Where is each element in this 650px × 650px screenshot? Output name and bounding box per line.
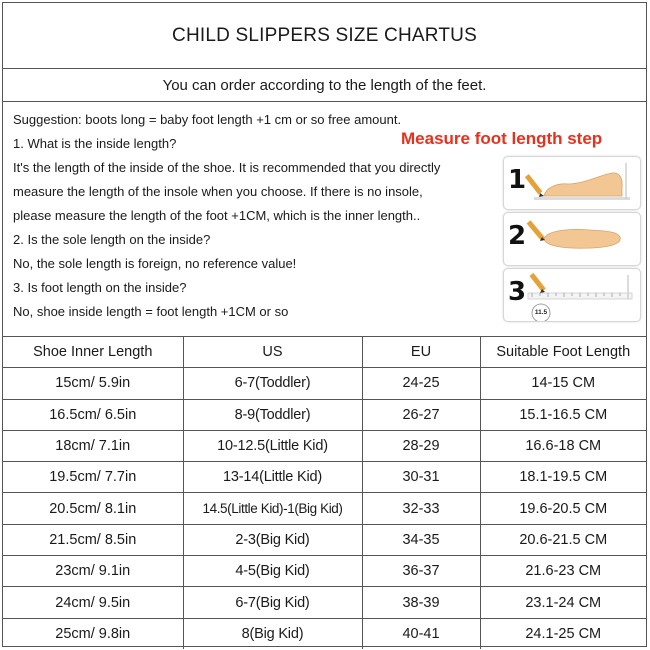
header-shoe-inner-length: Shoe Inner Length xyxy=(3,337,183,368)
table-row xyxy=(3,493,646,524)
size-table xyxy=(3,337,646,649)
cell-eu: 38-39 xyxy=(362,587,480,618)
note-suggestion: Suggestion: boots long = baby foot length +1 cm or so free amount. xyxy=(13,112,402,127)
table-row xyxy=(3,462,646,493)
notes-section xyxy=(3,102,646,337)
cell-inner-length: 18cm/ 7.1in xyxy=(3,430,183,461)
measure-step-3 xyxy=(503,268,641,322)
cell-inner-length: 20.5cm/ 8.1in xyxy=(3,493,183,524)
measure-step-2 xyxy=(503,212,641,266)
note-answer-1c: please measure the length of the foot +1CM, which is the inner length.. xyxy=(13,208,421,223)
cell-eu: 34-35 xyxy=(362,524,480,555)
cell-inner-length: 25cm/ 9.8in xyxy=(3,618,183,649)
step-number: 3 xyxy=(508,277,527,307)
cell-foot-length: 20.6-21.5 CM xyxy=(480,524,646,555)
table-header-row xyxy=(3,337,646,368)
chart-subtitle: You can order according to the length of the feet. xyxy=(3,69,646,102)
table-row xyxy=(3,524,646,555)
note-answer-3: No, shoe inside length = foot length +1CM or so xyxy=(13,304,289,319)
note-question-2: 2. Is the sole length on the inside? xyxy=(13,232,211,247)
cell-foot-length: 23.1-24 CM xyxy=(480,587,646,618)
chart-title: CHILD SLIPPERS SIZE CHARTUS xyxy=(3,3,646,69)
size-chart xyxy=(2,2,647,647)
cell-eu: 24-25 xyxy=(362,368,480,399)
cell-eu: 36-37 xyxy=(362,556,480,587)
cell-foot-length: 18.1-19.5 CM xyxy=(480,462,646,493)
note-answer-1b: measure the length of the insole when you choose. If there is no insole, xyxy=(13,184,423,199)
cell-inner-length: 23cm/ 9.1in xyxy=(3,556,183,587)
cell-us: 4-5(Big Kid) xyxy=(183,556,362,587)
foot-top-icon xyxy=(504,213,640,265)
cell-us: 8-9(Toddler) xyxy=(183,399,362,430)
ruler-icon xyxy=(504,269,640,321)
note-answer-2: No, the sole length is foreign, no reference value! xyxy=(13,256,297,271)
table-row xyxy=(3,618,646,649)
cell-us: 6-7(Toddler) xyxy=(183,368,362,399)
header-foot-length: Suitable Foot Length xyxy=(480,337,646,368)
note-answer-1a: It's the length of the inside of the shoe. It is recommended that you directly xyxy=(13,160,441,175)
table-row xyxy=(3,368,646,399)
note-question-1: 1. What is the inside length? xyxy=(13,136,177,151)
measure-steps-title: Measure foot length step xyxy=(401,129,603,148)
step-number: 2 xyxy=(508,221,527,251)
cell-eu: 26-27 xyxy=(362,399,480,430)
cell-inner-length: 21.5cm/ 8.5in xyxy=(3,524,183,555)
cell-foot-length: 24.1-25 CM xyxy=(480,618,646,649)
cell-foot-length: 21.6-23 CM xyxy=(480,556,646,587)
foot-side-icon xyxy=(504,157,640,209)
cell-eu: 28-29 xyxy=(362,430,480,461)
cell-eu: 32-33 xyxy=(362,493,480,524)
cell-inner-length: 16.5cm/ 6.5in xyxy=(3,399,183,430)
cell-us: 13-14(Little Kid) xyxy=(183,462,362,493)
header-us: US xyxy=(183,337,362,368)
cell-foot-length: 16.6-18 CM xyxy=(480,430,646,461)
cell-inner-length: 15cm/ 5.9in xyxy=(3,368,183,399)
table-row xyxy=(3,556,646,587)
table-row xyxy=(3,399,646,430)
table-row xyxy=(3,430,646,461)
step-number: 1 xyxy=(508,165,527,195)
cell-eu: 30-31 xyxy=(362,462,480,493)
header-eu: EU xyxy=(362,337,480,368)
cell-inner-length: 19.5cm/ 7.7in xyxy=(3,462,183,493)
cell-us: 8(Big Kid) xyxy=(183,618,362,649)
note-question-3: 3. Is foot length on the inside? xyxy=(13,280,187,295)
ruler-reading: 11.5 xyxy=(534,309,548,316)
cell-foot-length: 14-15 CM xyxy=(480,368,646,399)
cell-us: 14.5(Little Kid)-1(Big Kid) xyxy=(183,493,362,524)
cell-us: 6-7(Big Kid) xyxy=(183,587,362,618)
cell-foot-length: 15.1-16.5 CM xyxy=(480,399,646,430)
cell-us: 10-12.5(Little Kid) xyxy=(183,430,362,461)
cell-inner-length: 24cm/ 9.5in xyxy=(3,587,183,618)
cell-foot-length: 19.6-20.5 CM xyxy=(480,493,646,524)
table-row xyxy=(3,587,646,618)
cell-us: 2-3(Big Kid) xyxy=(183,524,362,555)
cell-eu: 40-41 xyxy=(362,618,480,649)
measure-step-1 xyxy=(503,156,641,210)
